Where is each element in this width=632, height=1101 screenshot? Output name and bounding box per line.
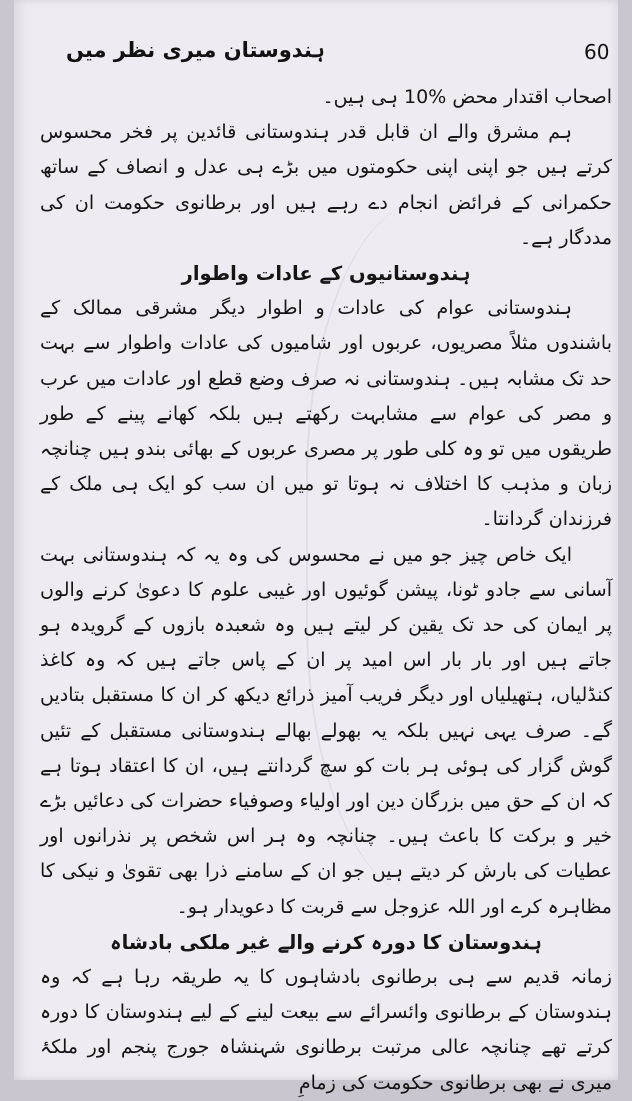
section-heading-customs: ہندوستانیوں کے عادات واطوار — [181, 262, 471, 286]
book-page — [14, 0, 618, 1094]
paragraph-1: اصحاب اقتدار محض %10 ہی ہیں۔ — [322, 86, 612, 108]
paragraph-4: ایک خاص چیز جو میں نے محسوس کی وہ یہ کہ ہندوستانی بہت آسانی سے جادو ٹونا، پیشن گوئیوں اور غیبی علوم کا دعویٰ کرنے والوں پر ایمان کی حد تک یقین کر لیتے ہیں وہ شعبدہ بازوں کے گرویدہ ہو جاتے ہیں اور بار بار اس امید پر ان کے پاس جاتے ہیں کہ وہ کاغذ کنڈلیاں، ہتھیلیاں اور دیگر فریب آمیز ذرائع دیکھ کر ان کا مستقبل بتادیں گے۔ صرف یہی نہیں بلکہ یہ بھولے بھالے ہندوستانی مستقبل کے تئیں گوش گزار کی ہوئی ہر بات کو سچ گردانتے ہیں، ان کا اعتقاد ہوتا ہے کہ ان کے حق میں بزرگان دین اور اولیاء وصوفیاء حضرات کی دعائیں بڑے خیر و برکت کا باعث ہیں۔ چنانچہ وہ ہر اس شخص پر نذرانوں اور عطیات کی بارش کر دیتے ہیں جو ان کے سامنے ذرا بھی تقویٰ و نیکی کا مظاہرہ کرے اور اللہ عزوجل سے قربت کا دعویدار ہو۔ — [40, 543, 612, 918]
running-title: ہندوستان میری نظر میں — [66, 38, 325, 62]
page-body — [40, 80, 612, 1101]
paragraph-5: زمانہ قدیم سے ہی برطانوی بادشاہوں کا یہ طریقہ رہا ہے کہ وہ ہندوستان کے برطانوی وائسرائے سے بیعت لینے کے لیے ہندوستان کا دورہ کرتے تھے چنانچہ عالی مرتبت برطانوی شہنشاہ جورج پنجم اور ملکۂ میری نے بھی برطانوی حکومت کی زمامِ — [40, 966, 612, 1094]
page-header — [14, 34, 618, 74]
paragraph-3: ہندوستانی عوام کی عادات و اطوار دیگر مشرقی ممالک کے باشندوں مثلاً مصریوں، عربوں اور شامیوں کی عادات واطوار سے بہت حد تک مشابہ ہیں۔ ہندوستانی نہ صرف وضع قطع اور عادات میں عرب و مصر کی عوام سے مشابہت رکھتے ہیں بلکہ کھانے پینے کے طور طریقوں میں تو وہ کلی طور پر مصری عربوں کے بھائی بندو ہیں چنانچہ زبان و مذہب کا اختلاف نہ ہوتا تو میں ان سب کو ایک ہی ملک کے فرزندان گردانتا۔ — [40, 297, 612, 531]
section-heading-foreign-kings: ہندوستان کا دورہ کرنے والے غیر ملکی بادشاہ — [110, 930, 542, 954]
paragraph-2: ہم مشرق والے ان قابل قدر ہندوستانی قائدین پر فخر محسوس کرتے ہیں جو اپنی اپنی حکومتوں میں بڑے ہی عدل و انصاف کے ساتھ حکمرانی کے فرائض انجام دے رہے ہیں اور برطانوی حکومت ان کی مددگار ہے۔ — [40, 121, 612, 249]
page-number: 60 — [584, 40, 610, 64]
